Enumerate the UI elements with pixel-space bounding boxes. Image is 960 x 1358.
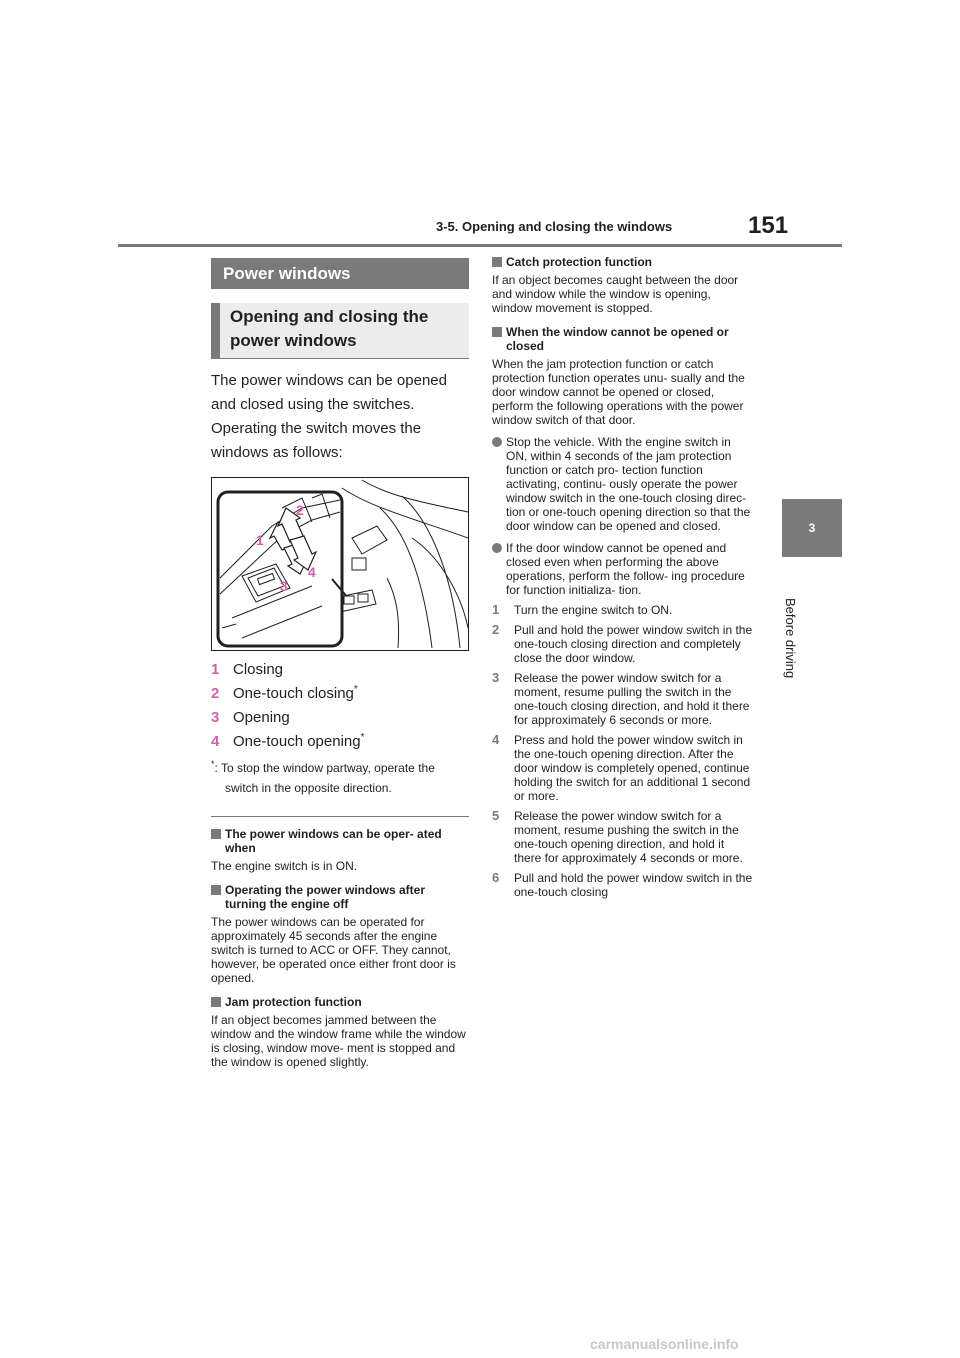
callout-4: 4 [308,564,316,580]
step-item: 6 Pull and hold the power window switch in the one-touch closing [492,870,753,899]
subsection-title: Opening and closing the power windows [211,303,469,359]
window-switch-illustration [211,477,469,651]
step-item: 5 Release the power window switch for a moment, resume pushing the switch in the one-touch opening direction, and hold it there for approximately 4 seconds or more. [492,808,743,865]
note-heading: Operating the power windows after turning the engine off [211,883,469,911]
watermark: carmanualsonline.info [590,1336,739,1352]
note-text: When the jam protection function or catch protection function operates unu- sually and the door window cannot be opened or closed, perform the following operations with the power window switch of that door. [492,357,745,427]
chapter-title: Before driving [783,598,798,679]
illustration-drawing [212,478,469,651]
page-number: 151 [748,212,789,239]
step-item: 2 Pull and hold the power window switch in the one-touch closing direction and completely close the door window. [492,622,753,665]
square-bullet-icon [211,997,221,1007]
note-heading: The power windows can be oper- ated when [211,827,469,855]
step-item: 1 Turn the engine switch to ON. [492,602,673,617]
circle-bullet-icon [492,543,502,553]
note-text: The power windows can be operated for approximately 45 seconds after the engine switch is turned to ACC or OFF. They cannot, however, be operated once either front door is opened. [211,915,456,985]
bullet-item: Stop the vehicle. With the engine switch in ON, within 4 seconds of the jam protection function or catch pro- tection function activating, continu- ously operate the power window switch in the one-touch closing direc- tion or one-touch opening direction so that the door window can be opened and closed. [492,435,754,533]
notes-divider [211,816,469,817]
footnote: *: To stop the window partway, operate the switch in the opposite direction. [211,759,435,795]
legend [211,655,469,751]
legend-item: 2 One-touch closing* [211,684,358,702]
note-text: If an object becomes caught between the door and window while the window is opening, window movement is stopped. [492,273,739,315]
chapter-tab: 3 [782,499,842,557]
right-column [492,255,754,899]
note-text: The engine switch is in ON. [211,859,358,873]
square-bullet-icon [492,257,502,267]
callout-1: 1 [256,532,264,548]
callout-2: 2 [296,502,304,518]
intro-text: The power windows can be opened and closed using the switches. Operating the switch moves the windows as follows: [211,372,447,461]
legend-item: 3 Opening [211,709,290,726]
square-bullet-icon [211,829,221,839]
note-heading: Catch protection function [492,255,754,269]
header-rule [118,244,842,247]
square-bullet-icon [492,327,502,337]
bullet-item: If the door window cannot be opened and closed even when performing the above operations, perform the follow- ing procedure for function initializa- tion. [492,541,754,597]
circle-bullet-icon [492,437,502,447]
callout-3: 3 [280,578,288,594]
section-title: Power windows [211,258,469,289]
header-section-title: 3-5. Opening and closing the windows [436,219,673,234]
legend-item: 4 One-touch opening* [211,732,365,750]
square-bullet-icon [211,885,221,895]
step-item: 3 Release the power window switch for a moment, resume pulling the switch in the one-touch closing direction, and hold it there for approximately 6 seconds or more. [492,670,750,727]
note-text: If an object becomes jammed between the window and the window frame while the window is closing, window move- ment is stopped and the window is opened slightly. [211,1013,466,1069]
note-heading: Jam protection function [211,995,469,1009]
note-heading: When the window cannot be opened or closed [492,325,754,353]
legend-item: 1 Closing [211,661,284,678]
left-column [211,258,469,1069]
step-item: 4 Press and hold the power window switch in the one-touch opening direction. After the door window is completely opened, continue holding the switch for an additional 1 second or more. [492,732,751,803]
